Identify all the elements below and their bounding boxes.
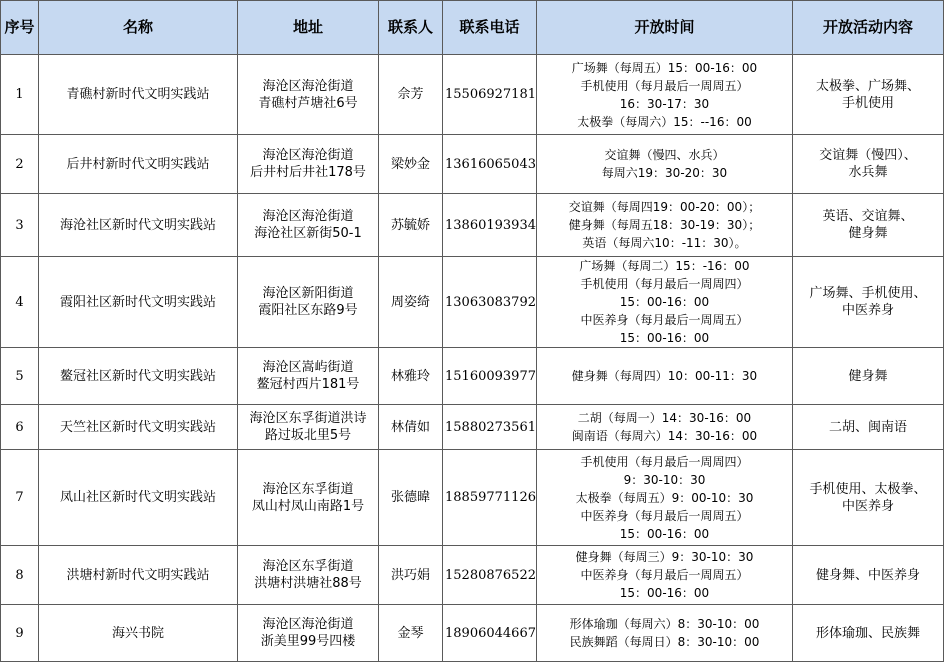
row-name: 凤山社区新时代文明实践站: [39, 450, 238, 546]
table-row: [1, 450, 944, 546]
header-index: 序号: [1, 1, 39, 55]
row-index: 3: [1, 194, 39, 257]
row-hours: 形体瑜珈（每周六）8：30-10：00 民族舞蹈（每周日）8：30-10：00: [537, 605, 793, 662]
row-activities: 健身舞、中医养身: [793, 546, 944, 605]
row-activities: 交谊舞（慢四）、 水兵舞: [793, 135, 944, 194]
row-hours: 广场舞（每周五）15：00-16：00 手机使用（每月最后一周周五） 16：30-17：30 太极拳（每周六）15：--16：00: [537, 55, 793, 135]
row-activities: 形体瑜珈、民族舞: [793, 605, 944, 662]
row-contact: 佘芳: [379, 55, 443, 135]
header-activities: 开放活动内容: [793, 1, 944, 55]
table-row: [1, 605, 944, 662]
row-address: 海沧区嵩屿街道 鳌冠村西片181号: [238, 348, 379, 405]
row-name: 霞阳社区新时代文明实践站: [39, 257, 238, 348]
header-phone: 联系电话: [443, 1, 537, 55]
row-address: 海沧区海沧街道 浙美里99号四楼: [238, 605, 379, 662]
row-hours: 交谊舞（慢四、水兵） 每周六19：30-20：30: [537, 135, 793, 194]
table-row: [1, 348, 944, 405]
row-address: 海沧区海沧街道 海沧社区新街50-1: [238, 194, 379, 257]
row-phone: 13860193934: [443, 194, 537, 257]
row-index: 6: [1, 405, 39, 450]
row-address: 海沧区海沧街道 青礁村芦塘社6号: [238, 55, 379, 135]
row-name: 后井村新时代文明实践站: [39, 135, 238, 194]
row-index: 9: [1, 605, 39, 662]
row-address: 海沧区东孚街道洪诗 路过坂北里5号: [238, 405, 379, 450]
row-name: 天竺社区新时代文明实践站: [39, 405, 238, 450]
row-contact: 梁妙金: [379, 135, 443, 194]
row-phone: 15880273561: [443, 405, 537, 450]
row-name: 海沧社区新时代文明实践站: [39, 194, 238, 257]
row-hours: 手机使用（每月最后一周周四） 9：30-10：30 太极拳（每周五）9：00-10：30 中医养身（每月最后一周周五） 15：00-16：00: [537, 450, 793, 546]
row-hours: 健身舞（每周四）10：00-11：30: [537, 348, 793, 405]
row-address: 海沧区新阳街道 霞阳社区东路9号: [238, 257, 379, 348]
row-phone: 13063083792: [443, 257, 537, 348]
header-address: 地址: [238, 1, 379, 55]
table-row: [1, 135, 944, 194]
header-name: 名称: [39, 1, 238, 55]
row-hours: 交谊舞（每周四19：00-20：00）； 健身舞（每周五18：30-19：30）； 英语（每周六10：-11：30）。: [537, 194, 793, 257]
table-row: [1, 55, 944, 135]
row-contact: 张德暐: [379, 450, 443, 546]
row-index: 5: [1, 348, 39, 405]
row-phone: 18906044667: [443, 605, 537, 662]
row-contact: 林倩如: [379, 405, 443, 450]
row-phone: 13616065043: [443, 135, 537, 194]
row-index: 1: [1, 55, 39, 135]
row-hours: 广场舞（每周二）15：-16：00 手机使用（每月最后一周周四） 15：00-16：00 中医养身（每月最后一周周五） 15：00-16：00: [537, 257, 793, 348]
row-index: 4: [1, 257, 39, 348]
row-phone: 15280876522: [443, 546, 537, 605]
row-name: 鳌冠社区新时代文明实践站: [39, 348, 238, 405]
row-name: 洪塘村新时代文明实践站: [39, 546, 238, 605]
row-contact: 周姿绮: [379, 257, 443, 348]
row-address: 海沧区海沧街道 后井村后井社178号: [238, 135, 379, 194]
row-hours: 健身舞（每周三）9：30-10：30 中医养身（每月最后一周周五） 15：00-16：00: [537, 546, 793, 605]
row-hours: 二胡（每周一）14：30-16：00 闽南语（每周六）14：30-16：00: [537, 405, 793, 450]
row-name: 海兴书院: [39, 605, 238, 662]
row-name: 青礁村新时代文明实践站: [39, 55, 238, 135]
row-activities: 英语、交谊舞、 健身舞: [793, 194, 944, 257]
row-phone: 18859771126: [443, 450, 537, 546]
header-contact: 联系人: [379, 1, 443, 55]
row-address: 海沧区东孚街道 凤山村凤山南路1号: [238, 450, 379, 546]
row-index: 7: [1, 450, 39, 546]
row-activities: 太极拳、广场舞、 手机使用: [793, 55, 944, 135]
table-row: [1, 405, 944, 450]
header-row: [1, 1, 944, 55]
row-index: 2: [1, 135, 39, 194]
table-row: [1, 194, 944, 257]
row-phone: 15506927181: [443, 55, 537, 135]
row-activities: 广场舞、手机使用、 中医养身: [793, 257, 944, 348]
row-index: 8: [1, 546, 39, 605]
row-activities: 健身舞: [793, 348, 944, 405]
table-row: [1, 257, 944, 348]
row-activities: 手机使用、太极拳、 中医养身: [793, 450, 944, 546]
row-contact: 金琴: [379, 605, 443, 662]
row-contact: 洪巧娟: [379, 546, 443, 605]
row-contact: 苏毓娇: [379, 194, 443, 257]
row-address: 海沧区东孚街道 洪塘村洪塘社88号: [238, 546, 379, 605]
header-hours: 开放时间: [537, 1, 793, 55]
row-contact: 林雅玲: [379, 348, 443, 405]
row-activities: 二胡、闽南语: [793, 405, 944, 450]
row-phone: 15160093977: [443, 348, 537, 405]
table-row: [1, 546, 944, 605]
